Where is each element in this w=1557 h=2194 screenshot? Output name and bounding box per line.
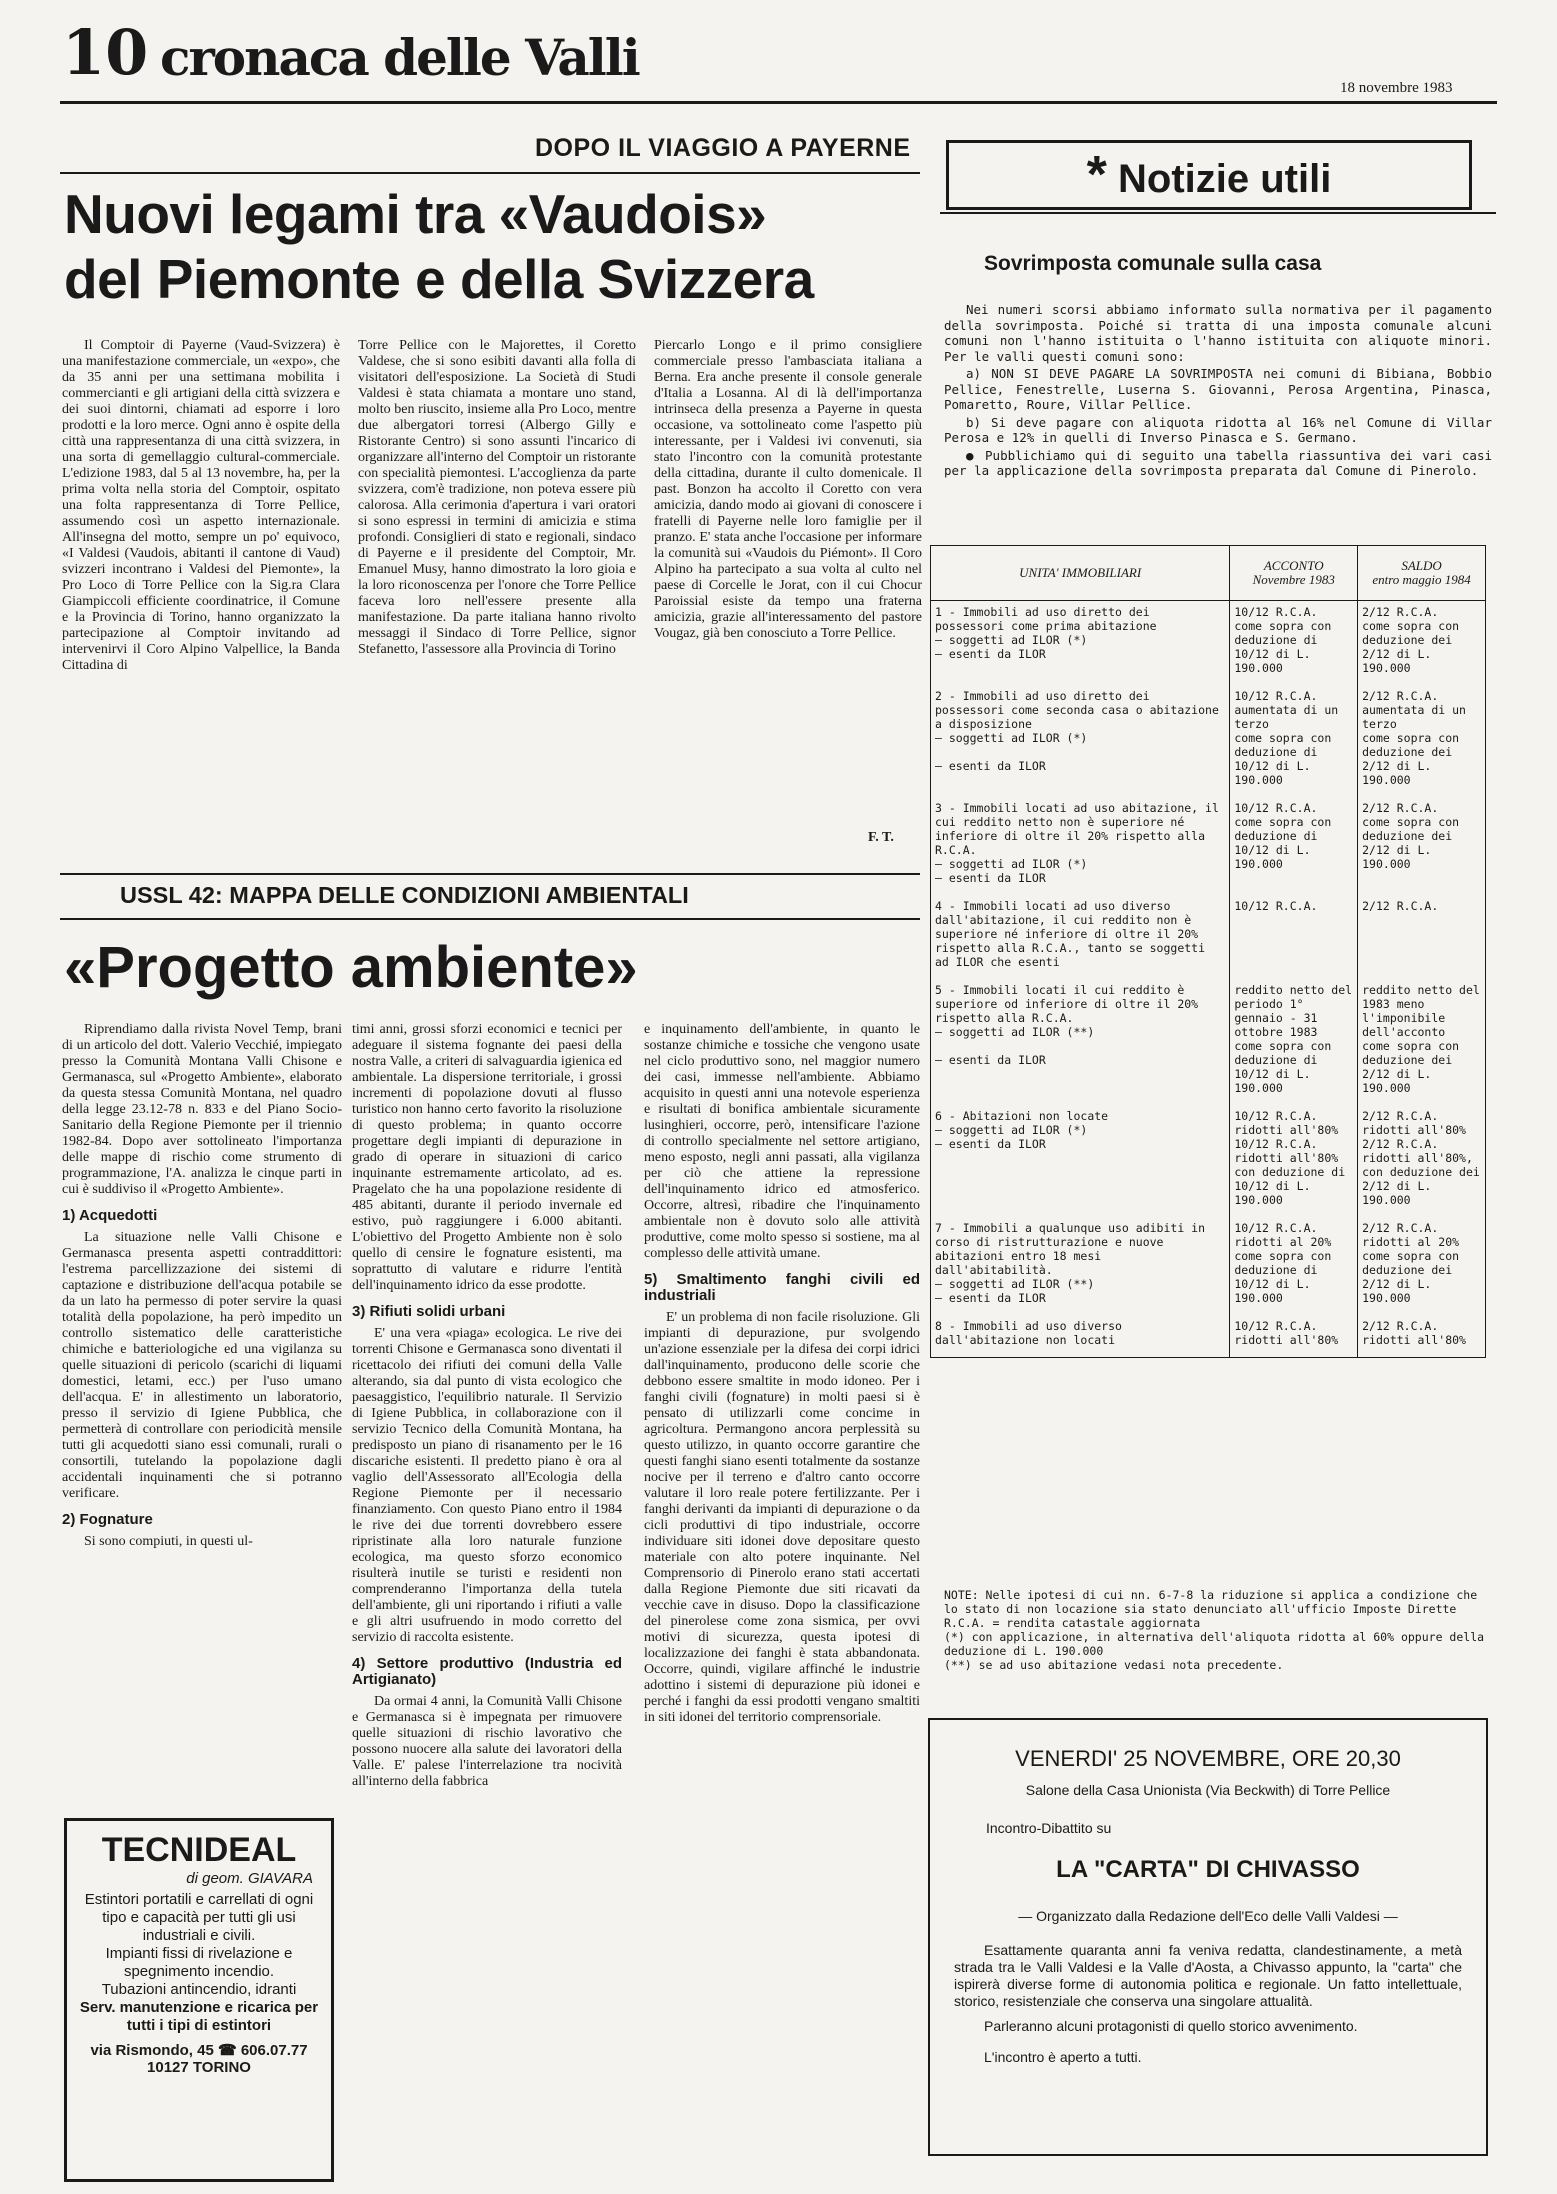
cell-acc: 10/12 R.C.A. come sopra con deduzione di 10/12 di L. 190.000 <box>1230 601 1358 686</box>
article2-fognature-text: Si sono compiuti, in questi ul- <box>84 1534 253 1549</box>
note-1: NOTE: Nelle ipotesi di cui nn. 6-7-8 la riduzione si applica a condizione che lo stato di non locazione sia stato denunciato all'ufficio Imposte Dirette <box>944 1588 1478 1616</box>
note-4: (**) se ad uso abitazione vedasi nota precedente. <box>944 1658 1284 1672</box>
cell-saldo: 2/12 R.C.A. ridotti all'80% 2/12 R.C.A. ridotti all'80%, con deduzione dei 2/12 di L. 190.000 <box>1358 1105 1486 1217</box>
cell-unit: 6 - Abitazioni non locate — soggetti ad ILOR (*) — esenti da ILOR <box>931 1105 1230 1217</box>
sovrimposta-table <box>930 545 1486 1358</box>
cell-acc: 10/12 R.C.A. <box>1230 895 1358 979</box>
article1-column-3 <box>654 338 922 838</box>
cell-unit: 2 - Immobili ad uso diretto dei possessori come seconda casa o abitazione a disposizione — soggetti ad ILOR (*) — esenti da ILOR <box>931 685 1230 797</box>
subhead-fognature: 2) Fognature <box>62 1511 153 1528</box>
ad-line4: Serv. manutenzione e ricarica per tutti i tipi di estintori <box>79 1999 319 2034</box>
table-row <box>931 1217 1486 1315</box>
subhead-acquedotti: 1) Acquedotti <box>62 1207 158 1224</box>
table-row <box>931 601 1486 686</box>
article1-col3-text: Piercarlo Longo e il primo consigliere commerciale presso l'ambasciata italiana a Berna. Era anche presente il console generale d'Italia a Losanna. Al di là dell'importanza intrinseca della presenza a Payerne in questa occasione, va sottolineato come l'aspetto più interessante, per i Valdesi ivi convenuti, sia stato l'incontro con la comunità protestante della cittadina, durante il culto domenicale. Il past. Bonzon ha accolto il Coretto con vera amicizia, dando modo ai giovani di conoscere i fratelli di Payerne nelle loro famiglie per il pranzo. E' stata anche l'occasione per informare la comunità sui «Vaudois du Piémont». Il Coro Alpino ha partecipato a sua volta al culto nel paese di Corcelle le Jorat, con il cui Chocur Paroissial esiste da tempo una fraterna amicizia, grazie all'interessamento del pastore Vougaz, già ben conosciuto a Torre Pellice. <box>654 338 922 641</box>
article2-fanghi-text: E' un problema di non facile risoluzione. Gli impianti di depurazione, pur svolgendo un'azione essenziale per la difesa dei corpi idrici dall'inquinamento, producono delle scorie che debbono essere smaltite in modo idoneo. Per i fanghi civili (fognature) in molti paesi si è pensato di utilizzarli come concime in agricoltura. Permangono ancora perplessità su questo utilizzo, in quanto occorre garantire che questi fanghi siano esenti totalmente da sostanze nocive per il terreno e d'altro canto occorre valutare il loro reale potere fertilizzante. Per i fanghi derivanti da impianti di depurazione o da cicli produttivi di tipo industriale, occorre individuare siti idonei dove depositare questo materiale con alto potere inquinante. Nel Comprensorio di Pinerolo erano stati accertati dalla Regione Piemonte due siti ricavati da vecchie cave in disuso. Dopo la classificazione del pinerolese come zona sismica, per ovvi motivi di sicurezza, questa ipotesi di localizzazione dei fanghi è stata abbandonata. Occorre, quindi, vigilare affinché le industrie adottino i sistemi di depurazione più idonei e perché i fanghi da essi prodotti vengano smaltiti in siti idonei del territorio comprensoriale. <box>644 1310 920 1725</box>
header-saldo <box>1358 546 1486 601</box>
star-icon: * <box>1086 146 1107 204</box>
notizie-utili-box <box>946 140 1472 210</box>
ad-line2: Impianti fissi di rivelazione e spegnimento incendio. <box>105 1945 293 1980</box>
table-header-row <box>931 546 1486 601</box>
cell-saldo: 2/12 R.C.A. <box>1358 895 1486 979</box>
sovrimposta-p2: ● Pubblichiamo qui di seguito una tabella riassuntiva dei vari casi per la applicazione della sovrimposta preparata dal Comune di Pinerolo. <box>944 447 1492 478</box>
ad-name: TECNIDEAL <box>101 1831 297 1869</box>
cell-unit: 1 - Immobili ad uso diretto dei possessori come prima abitazione — soggetti ad ILOR (*) — esenti da ILOR <box>931 601 1230 686</box>
event-organizer: — Organizzato dalla Redazione dell'Eco delle Valli Valdesi — <box>1018 1908 1398 1924</box>
header-saldo-label: SALDO <box>1401 558 1442 573</box>
cell-acc: reddito netto del periodo 1° gennaio - 31 ottobre 1983 come sopra con deduzione di 10/12 di L. 190.000 <box>1230 979 1358 1105</box>
article1-col1-text: Il Comptoir di Payerne (Vaud-Svizzera) è una manifestazione commerciale, un «expo», che da 35 anni per una settimana mobilita i commercianti e gli artigiani della città svizzera e dei suoi dintorni, chiamati ad esporre i loro prodotti e la loro merce. Ogni anno è ospite della città una rappresentanza di una città svizzera, in una sorta di gemellaggio cultural-commerciale. L'edizione 1983, dal 5 al 13 novembre, ha, per la prima volta nella storia del Comptoir, ospitato una folta rappresentanza di Torre Pellice, assumendo così un aspetto internazionale. All'insegna del motto, sempre un po' equivoco, «I Valdesi (Vaudois, abitanti il cantone di Vaud) svizzeri incontrano i Valdesi del Piemonte», la Pro Loco di Torre Pellice con la Sig.ra Clara Giampiccoli efficiente coordinatrice, il Comune e la Provincia di Torino, hanno organizzato la partecipazione al Comptoir invitando ad intervenirvi il Coro Alpino Valpellice, la Banda Cittadina di <box>62 338 340 673</box>
notizie-box-title: Notizie utili <box>1118 157 1332 201</box>
cell-saldo: reddito netto del 1983 meno l'imponibile dell'acconto come sopra con deduzione dei 2/12 di L. 190.000 <box>1358 979 1486 1105</box>
table-row <box>931 895 1486 979</box>
table-row <box>931 979 1486 1105</box>
cell-unit: 4 - Immobili locati ad uso diverso dall'abitazione, il cui reddito non è superiore né inferiore di oltre il 20% rispetto alla R.C.A., tanto se soggetti ad ILOR che esenti <box>931 895 1230 979</box>
note-2: R.C.A. = rendita catastale aggiornata <box>944 1616 1201 1630</box>
article1-col2-text: Torre Pellice con le Majorettes, il Coretto Valdese, che si sono esibiti davanti alla folla di visitatori dell'esposizione. La Società di Studi Valdesi è stata chiamata a montare uno stand, molto ben riuscito, insieme alla Pro Loco, mentre due albergatori torresi (Albergo Gilly e Ristorante Centro) si sono assunti l'incarico di organizzare all'interno del Comptoir un ristorante con specialità piemontesi. L'accoglienza da parte svizzera, com'è tradizione, non poteva essere più calorosa. Alla cerimonia d'apertura i vari oratori si sono espressi in termini di amicizia e stima profondi. Consiglieri di stato e regionali, sindaco di Payerne e il presidente del Comptoir, Mr. Emanuel Musy, hanno dimostrato la loro gioia e la loro riconoscenza per l'onore che Torre Pellice faceva loro nell'essere presente alla manifestazione. Da parte italiana hanno rivolto messaggi il Sindaco di Torre Pellice, signor Stefanetto, l'assessore alla Provincia di Torino <box>358 338 636 657</box>
header-acconto-date: Novembre 1983 <box>1252 572 1335 587</box>
event-body: Esattamente quaranta anni fa veniva redatta, clandestinamente, a metà strada tra le Valli Valdesi e la Valle d'Aosta, a Chivasso appunto, la "carta" che ispirerà diverse forme di autonomia politica e regionale. Un fatto intellettuale, storico, resistenziale che conserva una singolare attualità. <box>954 1942 1462 2009</box>
event-venue: Salone della Casa Unionista (Via Beckwith) di Torre Pellice <box>1025 1782 1391 1798</box>
ad-line3: Tubazioni antincendio, idranti <box>101 1981 297 1998</box>
ad-address: via Rismondo, 45 ☎ 606.07.77 <box>90 2042 308 2059</box>
cell-saldo: 2/12 R.C.A. ridotti all'80% <box>1358 1315 1486 1358</box>
event-date: VENERDI' 25 NOVEMBRE, ORE 20,30 <box>1015 1746 1401 1771</box>
ad-city: 10127 TORINO <box>147 2059 251 2076</box>
article2-headline: «Progetto ambiente» <box>64 935 638 1000</box>
subhead-rifiuti: 3) Rifiuti solidi urbani <box>352 1303 506 1320</box>
cell-unit: 7 - Immobili a qualunque uso adibiti in corso di ristrutturazione e nuove abitazioni entro 18 mesi dall'abitabilità. — soggetti ad ILOR (**) — esenti da ILOR <box>931 1217 1230 1315</box>
cell-saldo: 2/12 R.C.A. ridotti al 20% come sopra con deduzione dei 2/12 di L. 190.000 <box>1358 1217 1486 1315</box>
header-unita: UNITA' IMMOBILIARI <box>931 546 1230 601</box>
article2-column-1 <box>62 1022 342 1812</box>
sovrimposta-a-text: NON SI DEVE PAGARE LA SOVRIMPOSTA nei comuni di Bibiana, Bobbio Pellice, Fenestrelle, Luserna S. Giovanni, Perosa Argentina, Pinasca, Pomaretto, Roure, Villar Pellice. <box>944 366 1492 412</box>
section-title: cronaca delle Valli <box>160 28 639 87</box>
sovrimposta-heading: Sovrimposta comunale sulla casa <box>984 252 1322 275</box>
cell-saldo: 2/12 R.C.A. come sopra con deduzione dei 2/12 di L. 190.000 <box>1358 797 1486 895</box>
article1-headline-line2: del Piemonte e della Svizzera <box>64 248 814 310</box>
page-number: 10 <box>62 16 149 89</box>
article2-rifiuti-text: E' una vera «piaga» ecologica. Le rive dei torrenti Chisone e Germanasca sono diventati il ricettacolo dei rifiuti dei comuni della Valle alterando, sia dal punto di vista ecologico che paesaggistico, l'equilibrio naturale. Il Servizio di Igiene Pubblica, in collaborazione con il servizio Tecnico della Comunità Montana, ha predisposto un piano di risanamento per le 16 discariche esistenti. Il predetto piano è ora al vaglio dell'Assessorato all'Ecologia della Regione Piemonte per il necessario finanziamento. Con questo Piano entro il 1984 le rive dei due torrenti dovrebbero essere ripristinate alla loro naturale funzione ecologica, ma questo sforzo economico risulterà inutile se turisti e residenti non comprenderanno l'importanza della tutela dell'ambiente, gli uni riportando i rifiuti a valle e gli altri usufruendo in modo corretto del servizio di raccolta esistente. <box>352 1326 622 1645</box>
article1-kicker-rule <box>60 172 920 174</box>
event-body2: Parleranno alcuni protagonisti di quello storico avvenimento. <box>984 2018 1358 2034</box>
cell-acc: 10/12 R.C.A. ridotti all'80% 10/12 R.C.A. ridotti all'80% con deduzione di 10/12 di L. 190.000 <box>1230 1105 1358 1217</box>
ad-line1: Estintori portatili e carrellati di ogni tipo e capacità per tutti gli usi industriali e civili. <box>84 1891 314 1944</box>
event-closing: L'incontro è aperto a tutti. <box>984 2049 1142 2065</box>
subhead-fanghi: 5) Smaltimento fanghi civili ed industriali <box>644 1271 920 1304</box>
article2-column-2 <box>352 1022 622 2162</box>
sovrimposta-p1: Nei numeri scorsi abbiamo informato sulla normativa per il pagamento della sovrimposta. Poiché si tratta di una imposta comunale alcuni comuni non l'hanno istituita o l'hanno istituita con aliquote minori. Per le valli questi comuni sono: <box>944 302 1492 364</box>
table-row <box>931 685 1486 797</box>
article1-signature: F. T. <box>868 830 894 845</box>
article1-column-2 <box>358 338 636 872</box>
article2-acquedotti-text: La situazione nelle Valli Chisone e Germanasca presenta aspetti contraddittori: l'estrema parcellizzazione dei sistemi di captazione e distribuzione dell'acqua potabile se da un lato ha permesso di poter servire la quasi totalità della popolazione, ha però impedito un controllo sistematico delle caratteristiche chimiche e batteriologiche ed una vigilanza su quelle situazioni di pericolo (scarichi di liquami domestici, letami, ecc.) per l'uso umano dell'acqua. E' in allestimento un laboratorio, presso il servizio di Igiene Pubblica, che permetterà di controllare con periodicità mensile tutti gli acquedotti siano essi comunali, rurali o consortili, tutelando la popolazione dagli accidentali inquinamenti che si potranno verificare. <box>62 1230 342 1501</box>
header-saldo-date: entro maggio 1984 <box>1372 572 1471 587</box>
ad-owner: di geom. GIAVARA <box>186 1870 313 1887</box>
tecnideal-ad <box>64 1818 334 2182</box>
article2-settore-cont: e inquinamento dell'ambiente, in quanto le sostanze chimiche e tossiche che vengono usate nel ciclo produttivo sono, nel maggior numero dei casi, immesse nell'ambiente. Abbiamo acquisito in questi anni una notevole esperienza e risultati di bonifica ambientale sicuramente lusinghieri, occorre, però, intensificare l'azione di controllo specialmente nel settore artigiano, meno esposto, negli anni passati, alla vigilanza per ciò che attiene la repressione dell'inquinamento idrico ed atmosferico. Occorre, altresì, ribadire che l'inquinamento ambientale non è dovuto solo alle attività produttive, come molto spesso si sostiene, ma al complesso delle attività umane. <box>644 1022 920 1261</box>
article2-intro: Riprendiamo dalla rivista Novel Temp, brani di un articolo del dott. Valerio Vecchié, impiegato presso la Comunità Montana Valli Chisone e Germanasca, sul «Progetto Ambiente», elaborato da questa stessa Comunità Montana, nel quadro della legge 23.12-78 n. 833 e del Piano Socio-Sanitario della Regione Piemonte per il triennio 1982-84. Dopo aver sottolineato l'importanza delle mappe di rischio come strumento di programmazione, l'A. analizza le cinque parti in cui è suddiviso il «Progetto Ambiente». <box>62 1022 342 1197</box>
article1-headline <box>64 182 924 312</box>
article2-fognature-cont: timi anni, grossi sforzi economici e tecnici per adeguare il sistema fognante dei paesi della nostra Valle, a criteri di salvaguardia igienica ed ambientale. La dispersione territoriale, i grossi incrementi di popolazione dovuti al flusso turistico non hanno certo favorito la risoluzione di questo problema; in quanto occorre progettare degli impianti di depurazione in grado di operare in situazioni di carico inquinante estremamente articolato, ad es. Pragelato che ha una popolazione residente di 485 abitanti, durante il periodo invernale ed estivo, può raggiungere i 6.000 abitanti. L'obiettivo del Progetto Ambiente non è solo quello di censire le fognature esistenti, ma soprattutto di valutare e ridurre l'entità dell'inquinamento idrico da esse prodotte. <box>352 1022 622 1293</box>
article1-kicker: DOPO IL VIAGGIO A PAYERNE <box>535 134 911 162</box>
event-box <box>928 1718 1488 2156</box>
table-notes <box>944 1588 1492 1688</box>
table-row <box>931 797 1486 895</box>
cell-unit: 3 - Immobili locati ad uso abitazione, il cui reddito netto non è superiore né inferiore di oltre il 20% rispetto alla R.C.A. — soggetti ad ILOR (*) — esenti da ILOR <box>931 797 1230 895</box>
masthead-rule <box>60 101 1497 104</box>
cell-unit: 8 - Immobili ad uso diverso dall'abitazione non locati <box>931 1315 1230 1358</box>
cell-saldo: 2/12 R.C.A. aumentata di un terzo come sopra con deduzione dei 2/12 di L. 190.000 <box>1358 685 1486 797</box>
article2-settore-text: Da ormai 4 anni, la Comunità Valli Chisone e Germanasca si è impegnata per rimuovere quelle situazioni di rischio lavorativo che possono nuocere alla salute dei lavoratori della Valle. E' palese l'interrelazione tra nocività all'interno della fabbrica <box>352 1694 622 1789</box>
sovrimposta-intro <box>944 302 1492 538</box>
cell-saldo: 2/12 R.C.A. come sopra con deduzione dei 2/12 di L. 190.000 <box>1358 601 1486 686</box>
cell-acc: 10/12 R.C.A. come sopra con deduzione di 10/12 di L. 190.000 <box>1230 797 1358 895</box>
subhead-settore-produttivo: 4) Settore produttivo (Industria ed Artigianato) <box>352 1655 622 1688</box>
event-title: LA "CARTA" DI CHIVASSO <box>1056 1856 1360 1883</box>
notizie-rule <box>940 212 1496 214</box>
table-row <box>931 1105 1486 1217</box>
cell-acc: 10/12 R.C.A. ridotti all'80% <box>1230 1315 1358 1358</box>
header-acconto <box>1230 546 1358 601</box>
article2-column-3 <box>644 1022 920 2162</box>
issue-date: 18 novembre 1983 <box>1340 80 1453 96</box>
table-row <box>931 1315 1486 1358</box>
article2-top-rule <box>60 873 920 875</box>
sovrimposta-a-label: a) <box>966 366 982 381</box>
header-acconto-label: ACCONTO <box>1263 558 1324 573</box>
article1-headline-line1: Nuovi legami tra «Vaudois» <box>64 183 767 245</box>
cell-acc: 10/12 R.C.A. aumentata di un terzo come sopra con deduzione di 10/12 di L. 190.000 <box>1230 685 1358 797</box>
sovrimposta-b <box>944 415 1492 446</box>
sovrimposta-a <box>944 366 1492 413</box>
note-3: (*) con applicazione, in alternativa dell'aliquota ridotta al 60% oppure della deduzione di L. 190.000 <box>944 1630 1485 1658</box>
sovrimposta-b-label: b) <box>966 414 982 430</box>
cell-acc: 10/12 R.C.A. ridotti al 20% come sopra con deduzione di 10/12 di L. 190.000 <box>1230 1217 1358 1315</box>
sovrimposta-b-text: Si deve pagare con aliquota ridotta al 16% nel Comune di Villar Perosa e 12% in quelli di Inverso Pinasca e S. Germano. <box>944 414 1492 445</box>
article2-kicker: USSL 42: MAPPA DELLE CONDIZIONI AMBIENTALI <box>120 882 689 908</box>
cell-unit: 5 - Immobili locati il cui reddito è superiore od inferiore di oltre il 20% rispetto alla R.C.A. — soggetti ad ILOR (**) — esenti da ILOR <box>931 979 1230 1105</box>
article2-kicker-rule <box>60 918 920 920</box>
event-type: Incontro-Dibattito su <box>986 1820 1112 1836</box>
article1-column-1 <box>62 338 340 872</box>
